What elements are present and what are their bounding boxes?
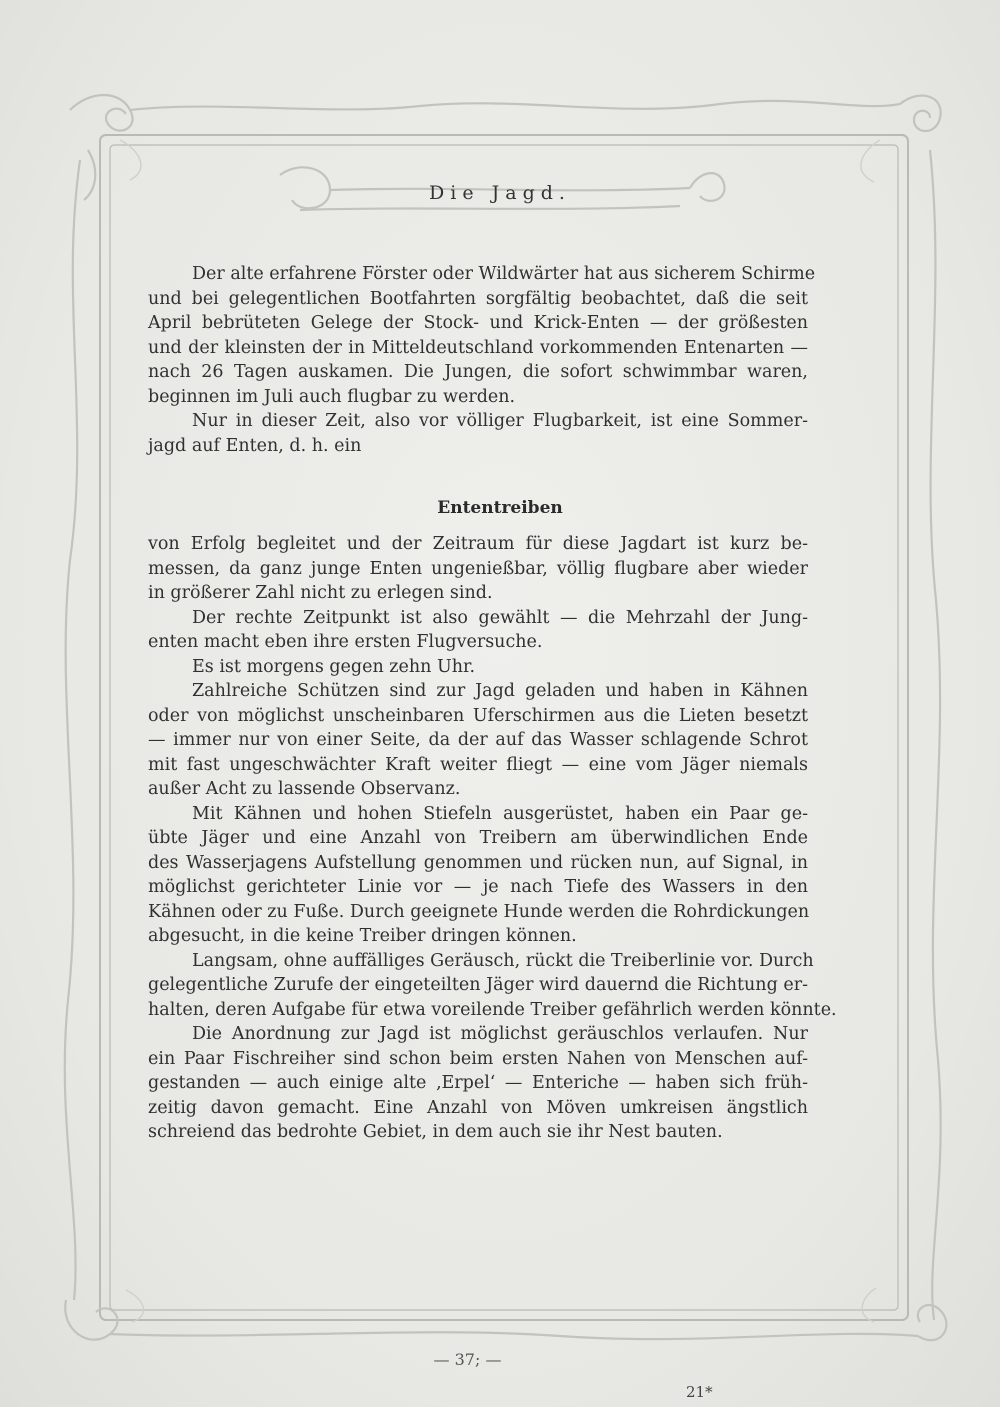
text-line: übte Jäger und eine Anzahl von Treibern am überwindlichen Ende	[148, 828, 808, 848]
text-line: Die Anordnung zur Jagd ist möglichst geräuschlos verlaufen. Nur	[192, 1024, 808, 1044]
text-line: Mit Kähnen und hohen Stiefeln ausgerüstet, haben ein Paar ge-	[192, 803, 808, 824]
text-line: zeitig davon gemacht. Eine Anzahl von Möven umkreisen ängstlich	[148, 1097, 808, 1118]
paragraph-block-main	[148, 532, 837, 1145]
text-line: möglichst gerichteter Linie vor — je nach Tiefe des Wassers in den	[148, 877, 808, 897]
text-line: April bebrüteten Gelege der Stock- und Krick-Enten — der größesten	[148, 313, 808, 333]
text-line: schreiend das bedrohte Gebiet, in dem auch sie ihr Nest bauten.	[148, 1122, 723, 1142]
text-line: gelegentliche Zurufe der eingeteilten Jäger wird dauernd die Richtung er-	[148, 975, 808, 995]
section-heading: Ententreiben	[437, 498, 563, 518]
text-line: und bei gelegentlichen Bootfahrten sorgfältig beobachtet, daß die seit	[148, 288, 808, 309]
paragraph-block-intro	[148, 262, 816, 458]
text-line: enten macht eben ihre ersten Flugversuche.	[148, 632, 543, 652]
text-line: Es ist morgens gegen zehn Uhr.	[192, 656, 476, 677]
text-line: und der kleinsten der in Mitteldeutschland vorkommenden Entenarten —	[148, 337, 808, 358]
text-line: ein Paar Fischreiher sind schon beim ersten Nahen von Menschen auf-	[148, 1048, 808, 1069]
text-line: von Erfolg begleitet und der Zeitraum für diese Jagdart ist kurz be-	[148, 534, 808, 554]
text-line: Der alte erfahrene Förster oder Wildwärter hat aus sicherem Schirme	[192, 264, 816, 284]
text-line: oder von möglichst unscheinbaren Uferschirmen aus die Lieten besetzt	[148, 705, 808, 726]
text-line: mit fast ungeschwächter Kraft weiter fliegt — eine vom Jäger niemals	[148, 754, 808, 775]
text-line: Kähnen oder zu Fuße. Durch geeignete Hunde werden die Rohrdickungen	[148, 901, 810, 922]
text-line: Nur in dieser Zeit, also vor völliger Flugbarkeit, ist eine Sommer-	[192, 411, 808, 431]
text-line: des Wasserjagens Aufstellung genommen und rücken nun, auf Signal, in	[148, 852, 808, 873]
text-line: Zahlreiche Schützen sind zur Jagd geladen und haben in Kähnen	[192, 681, 808, 701]
text-line: abgesucht, in die keine Treiber dringen können.	[148, 926, 577, 946]
page-title: Die Jagd.	[429, 182, 571, 204]
text-line: Langsam, ohne auffälliges Geräusch, rückt die Treiberlinie vor. Durch	[192, 950, 814, 971]
text-line: halten, deren Aufgabe für etwa voreilende Treiber gefährlich werden könnte.	[148, 999, 837, 1020]
text-line: gestanden — auch einige alte ‚Erpel‘ — Enteriche — haben sich früh-	[148, 1073, 808, 1093]
text-line: messen, da ganz junge Enten ungenießbar, völlig flugbare aber wieder	[148, 558, 808, 579]
signature-mark: 21*	[686, 1383, 713, 1401]
page-number: — 37; —	[433, 1350, 502, 1369]
text-line: jagd auf Enten, d. h. ein	[148, 435, 362, 456]
text-line: nach 26 Tagen auskamen. Die Jungen, die sofort schwimmbar waren,	[148, 362, 808, 382]
text-line: beginnen im Juli auch flugbar zu werden.	[148, 386, 516, 407]
text-line: außer Acht zu lassende Observanz.	[148, 779, 461, 799]
text-line: in größerer Zahl nicht zu erlegen sind.	[148, 583, 493, 603]
text-line: Der rechte Zeitpunkt ist also gewählt — die Mehrzahl der Jung-	[192, 607, 808, 628]
text-line: — immer nur von einer Seite, da der auf das Wasser schlagende Schrot	[148, 730, 808, 750]
